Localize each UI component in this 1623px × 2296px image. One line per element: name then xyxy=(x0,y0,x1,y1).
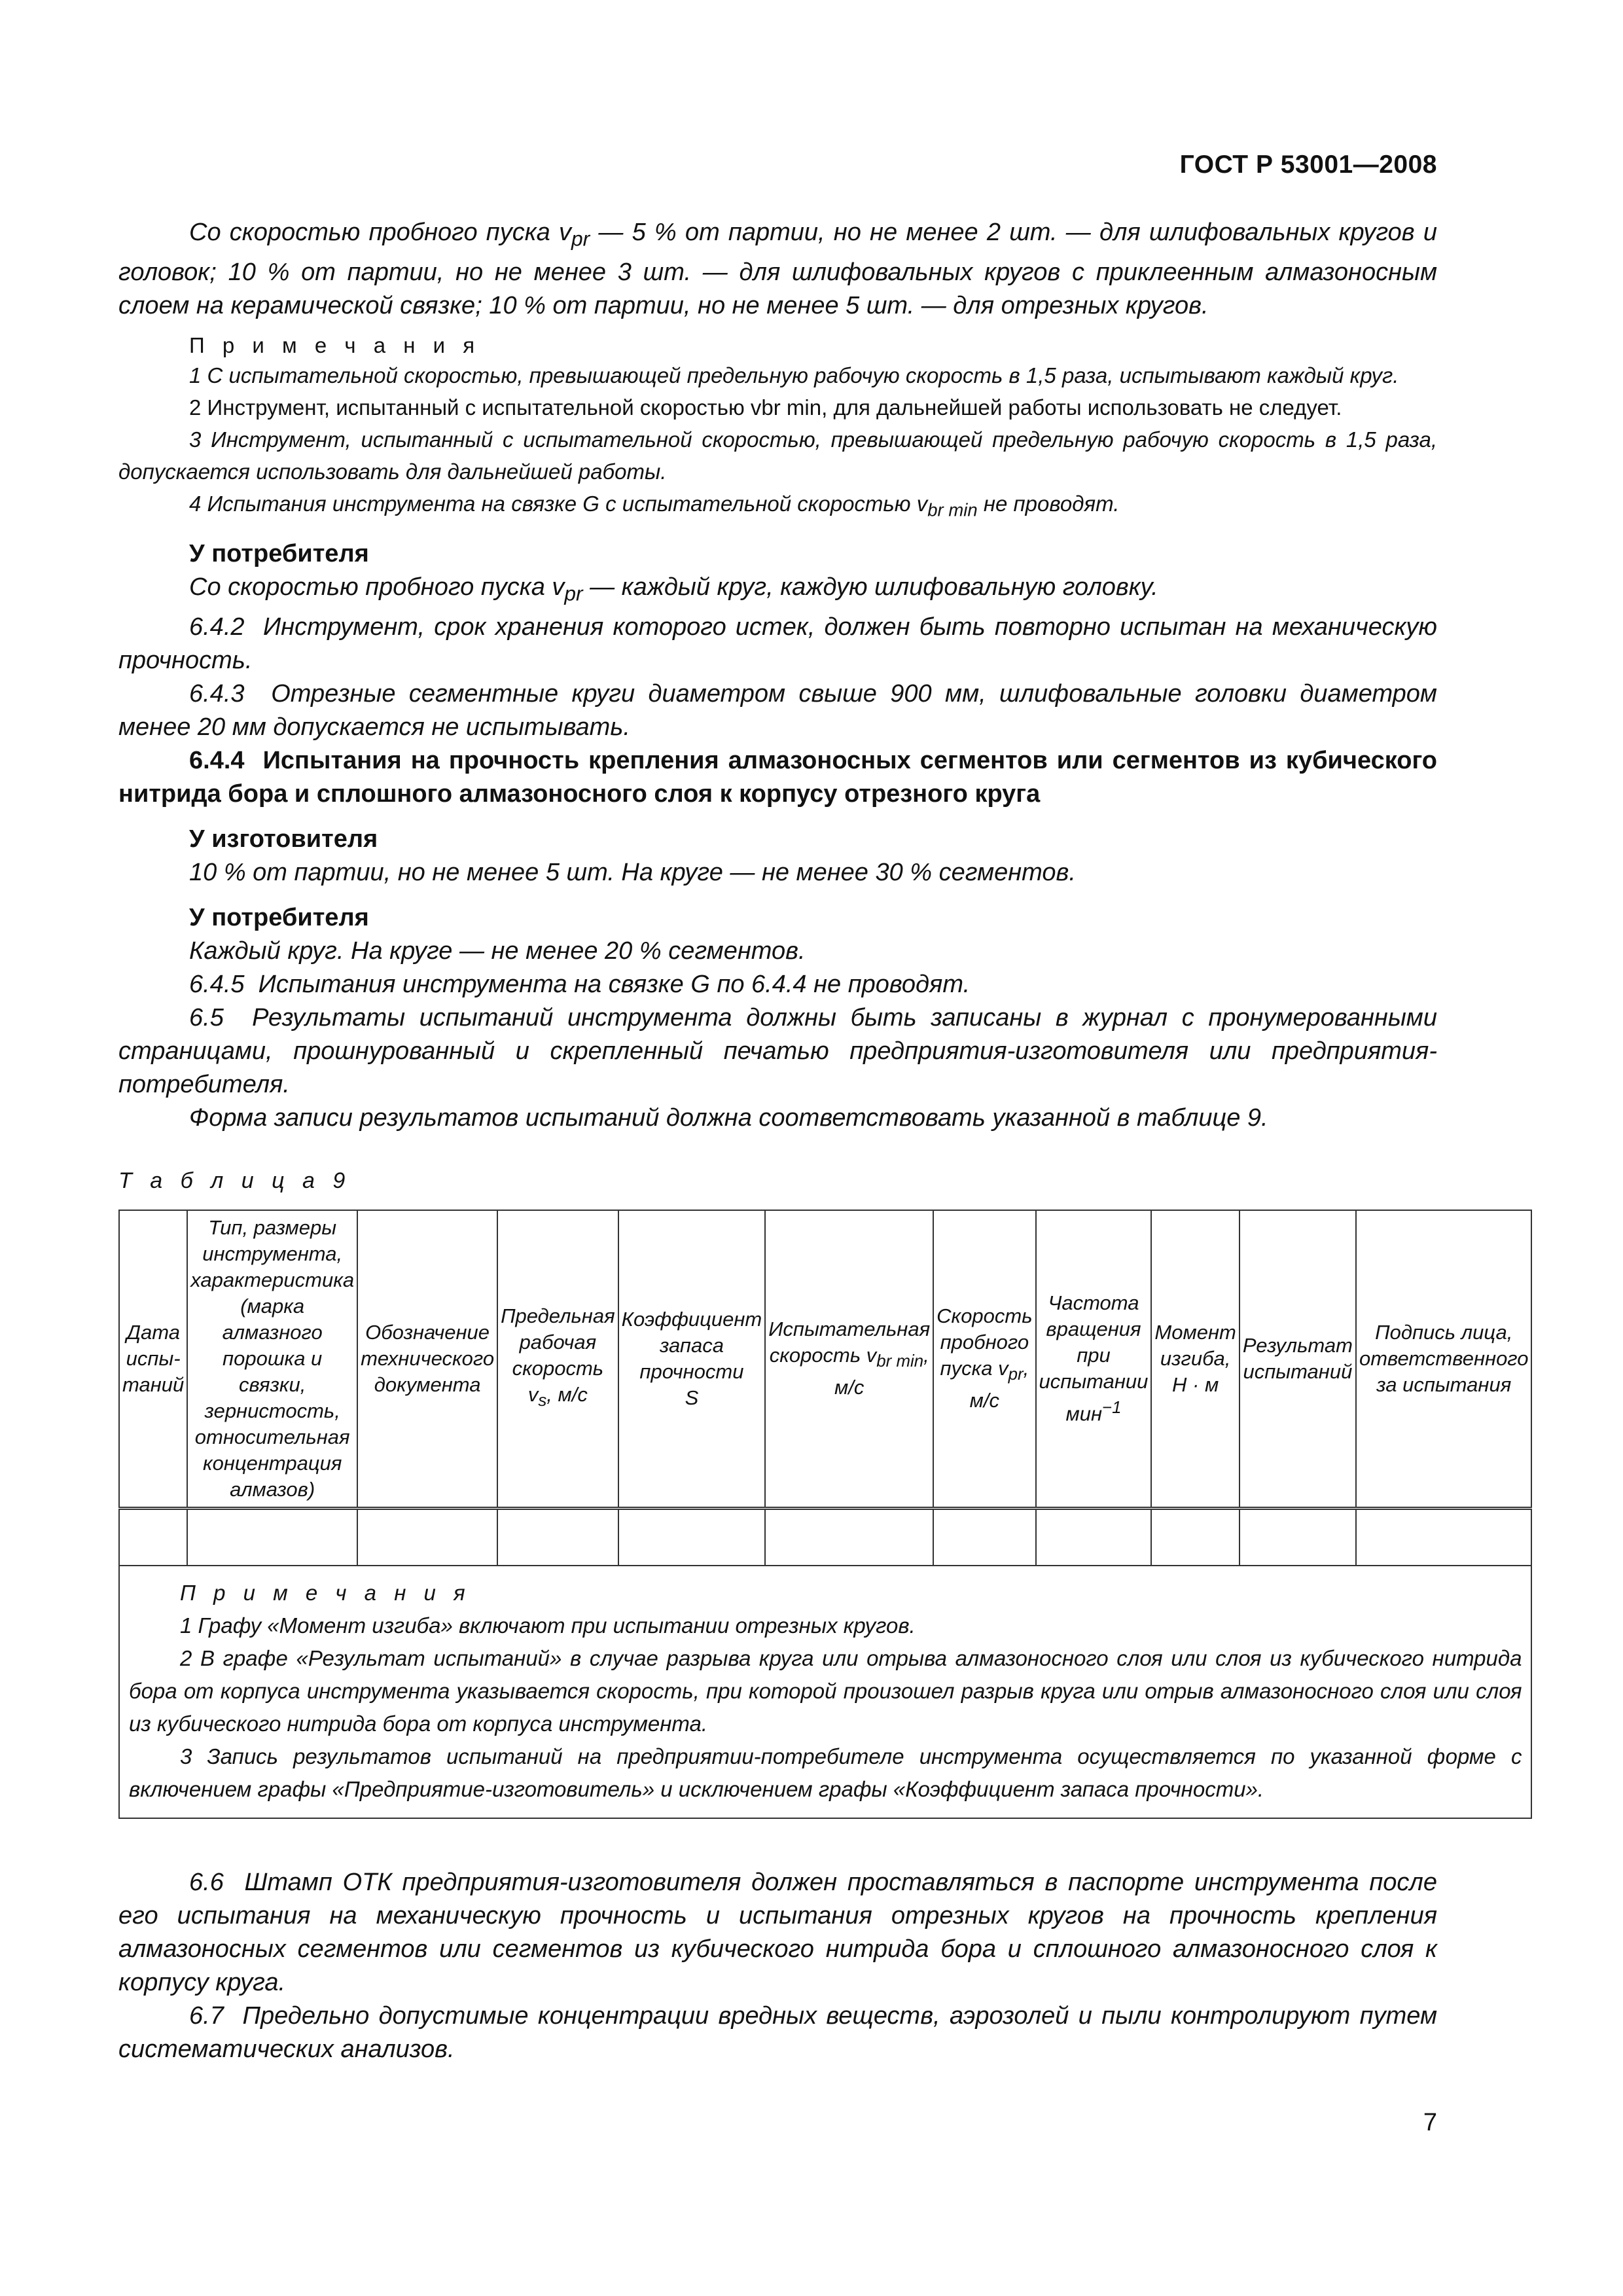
clause-6-4-3: 6.4.3 Отрезные сегментные круги диаметром свыше 900 мм, шлифовальные головки диаметром менее 20 мм допускается не испытывать. xyxy=(118,679,1437,741)
table-cell xyxy=(357,1508,497,1566)
table-cell xyxy=(933,1508,1035,1566)
consumer-heading: У потребителя xyxy=(189,540,369,568)
notes-title: П р и м е ч а н и я xyxy=(189,332,481,357)
table-note-2: 2 В графе «Результат испытаний» в случае разрыва круга или отрыва алмазоносного слоя или слоя из кубического нитрида бора от корпуса инструмента указывается скорость, при которой произошел разрыв круга или отрыв алмазоносного слоя или слоя из кубического нитрида бора от корпуса инструмента. xyxy=(129,1645,1522,1736)
table-cell xyxy=(1356,1508,1532,1566)
table-cell xyxy=(119,1508,187,1566)
consumer-heading-2: У потребителя xyxy=(189,903,369,931)
table-note-3: 3 Запись результатов испытаний на предприятии-потребителе инструмента осуществляется по указанной форме с включением графы «Предприятие-изготовитель» и исключением графы «Коэффициент запаса прочности». xyxy=(129,1744,1522,1801)
table-cell xyxy=(187,1508,357,1566)
col-document: Обозначение технического документа xyxy=(357,1210,497,1509)
col-date: Дата испы-таний xyxy=(119,1210,187,1509)
col-rotation-frequency: Частота вращения при испытании мин$^{-1}$ xyxy=(1036,1210,1152,1509)
clause-6-4-4: 6.4.4 Испытания на прочность крепления алмазоносных сегментов или сегментов из кубического нитрида бора и сплошного алмазоносного слоя к корпусу отрезного круга xyxy=(118,746,1438,808)
table-notes-row xyxy=(119,1566,1531,1818)
clause-6-4-5: 6.4.5 Испытания инструмента на связке G по 6.4.4 не проводят. xyxy=(189,970,971,998)
document-header: ГОСТ Р 53001—2008 xyxy=(1179,151,1437,179)
table-cell xyxy=(765,1508,933,1566)
col-signature: Подпись лица, ответственного за испытания xyxy=(1356,1210,1532,1509)
table-cell xyxy=(618,1508,766,1566)
intro-paragraph: Со скоростью пробного пуска $v_{pr}$ — 5 % от партии, но не менее 2 шт. — для шлифовальных кругов и головок; 10 % от партии, но не менее 3 шт. — для шлифовальных кругов с приклеенным алмазоносным слоем на керамической связке; 10 % от партии, но не менее 5 шт. — для отрезных кругов. xyxy=(118,219,1437,319)
table-cell xyxy=(1036,1508,1152,1566)
table-note-1: 1 Графу «Момент изгиба» включают при испытании отрезных кругов. xyxy=(180,1613,916,1638)
note-2: 2 Инструмент, испытанный с испытательной скоростью vbr min, для дальнейшей работы использовать не следует. xyxy=(189,395,1342,420)
table-header-row xyxy=(119,1210,1531,1509)
page-number: 7 xyxy=(1423,2109,1437,2136)
clause-6-6: 6.6 Штамп ОТК предприятия-изготовителя должен проставляться в паспорте инструмента после его испытания на механическую прочность и испытания отрезных кругов на прочность крепления алмазоносных сегментов или сегментов из кубического нитрида бора и сплошного алмазоносного слоя к корпусу круга. xyxy=(118,1868,1437,1996)
table-row xyxy=(119,1508,1531,1566)
clause-6-5: 6.5 Результаты испытаний инструмента должны быть записаны в журнал с пронумерованными страницами, прошнурованный и скрепленный печатью предприятия-изготовителя или предприятия-потребителя. xyxy=(118,1003,1437,1098)
col-bending-moment: Момент изгиба, Н · м xyxy=(1151,1210,1239,1509)
note-4: 4 Испытания инструмента на связке G с испытательной скоростью $v_{br min}$ не проводят. xyxy=(189,491,1120,520)
col-tool-type: Тип, размеры инструмента, характеристика (марка алмазного порошка и связки, зернистость, относительная концентрация алмазов) xyxy=(187,1210,357,1509)
table-caption: Т а б л и ц а 9 xyxy=(118,1168,351,1193)
col-result: Результат испытаний xyxy=(1240,1210,1356,1509)
table-9 xyxy=(118,1210,1532,1819)
manufacturer-heading: У изготовителя xyxy=(189,825,378,853)
note-3: 3 Инструмент, испытанный с испытательной скоростью, превышающей предельную рабочую скорость в 1,5 раза, допускается использовать для дальнейшей работы. xyxy=(118,427,1437,484)
note-1: 1 С испытательной скоростью, превышающей предельную рабочую скорость в 1,5 раза, испытывают каждый круг. xyxy=(189,363,1399,387)
page-content xyxy=(118,216,1529,2066)
clause-6-7: 6.7 Предельно допустимые концентрации вредных веществ, аэрозолей и пыли контролируют путем систематических анализов. xyxy=(118,2001,1437,2063)
col-test-speed: Испытательная скорость $v_{br min}$, м/с xyxy=(765,1210,933,1509)
table-cell xyxy=(1151,1508,1239,1566)
form-note: Форма записи результатов испытаний должна соответствовать указанной в таблице 9. xyxy=(189,1103,1268,1132)
clause-6-4-2: 6.4.2 Инструмент, срок хранения которого истек, должен быть повторно испытан на механическую прочность. xyxy=(118,613,1437,674)
table-cell xyxy=(1240,1508,1356,1566)
table-notes-title: П р и м е ч а н и я xyxy=(180,1580,471,1605)
col-trial-speed: Скорость пробного пуска $v_{pr}$, м/с xyxy=(933,1210,1035,1509)
col-safety-factor: Коэффициент запаса прочности S xyxy=(618,1210,766,1509)
col-max-speed: Предельная рабочая скорость $v_s$, м/с xyxy=(497,1210,618,1509)
consumer-text: Со скоростью пробного пуска $v_{pr}$ — каждый круг, каждую шлифовальную головку. xyxy=(189,573,1158,605)
table-cell xyxy=(497,1508,618,1566)
table-notes xyxy=(119,1566,1531,1818)
consumer-text-2: Каждый круг. На круге — не менее 20 % сегментов. xyxy=(189,937,806,965)
manufacturer-text: 10 % от партии, но не менее 5 шт. На круге — не менее 30 % сегментов. xyxy=(189,858,1076,886)
